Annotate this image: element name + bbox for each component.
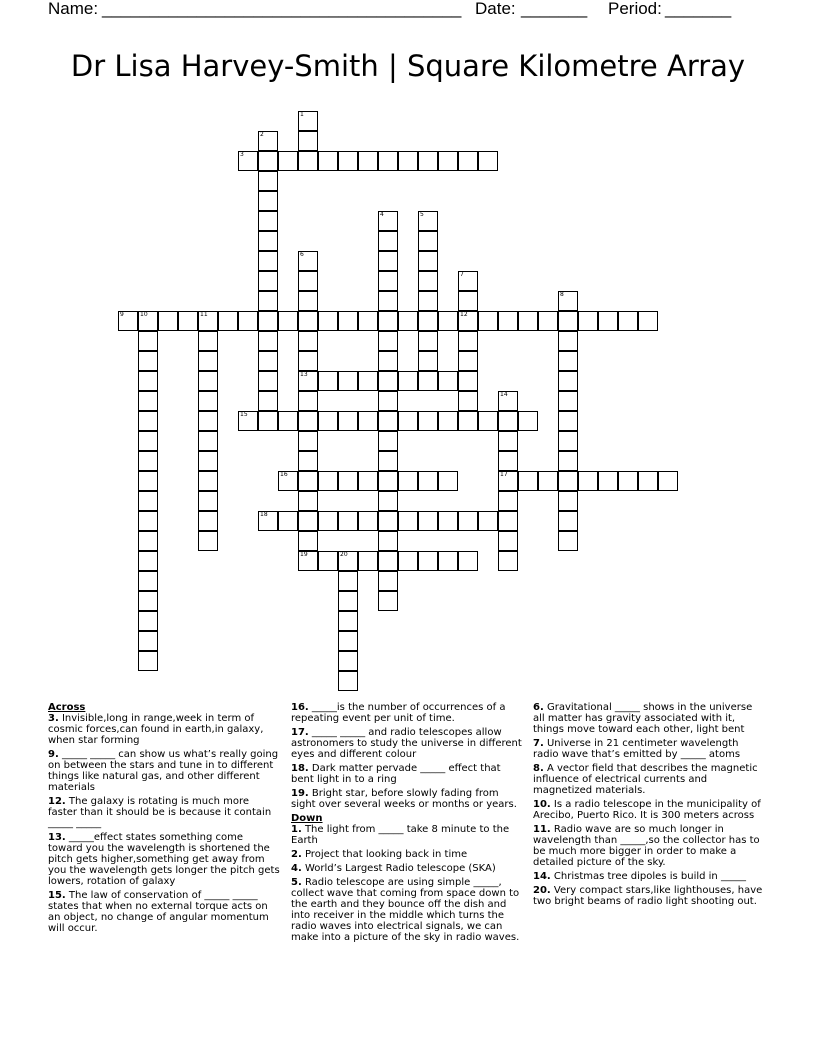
clue-number-label: 6 <box>300 251 304 258</box>
grid-cell[interactable] <box>438 151 458 171</box>
grid-cell[interactable] <box>458 371 478 391</box>
grid-cell[interactable] <box>378 291 398 311</box>
clue-text: Radio telescope are using simple _____, collect wave that coming from space down to the earth and they bounce off the dish and into receiver in the middle which turns the radio waves into electrical signals, we can make into a picture of the sky in radio waves. <box>291 877 520 943</box>
grid-cell[interactable] <box>298 311 318 331</box>
clue-item <box>48 890 280 934</box>
clue-number: 2. <box>291 849 302 860</box>
clue-number-label: 14 <box>500 391 508 398</box>
grid-cell[interactable] <box>298 491 318 511</box>
clue-number-label: 16 <box>280 471 288 478</box>
grid-cell[interactable] <box>378 231 398 251</box>
clue-number-label: 12 <box>460 311 468 318</box>
grid-cell[interactable] <box>558 311 578 331</box>
grid-cell[interactable] <box>338 471 358 491</box>
grid-cell[interactable] <box>278 311 298 331</box>
clue-number: 7. <box>533 738 544 749</box>
grid-cell[interactable] <box>458 391 478 411</box>
grid-cell[interactable] <box>498 531 518 551</box>
grid-cell[interactable] <box>258 171 278 191</box>
grid-cell[interactable] <box>398 411 418 431</box>
clue-number: 15. <box>48 890 66 901</box>
clue-item <box>291 849 523 860</box>
grid-cell[interactable] <box>298 451 318 471</box>
grid-cell[interactable] <box>418 151 438 171</box>
grid-cell[interactable] <box>138 511 158 531</box>
clue-number-label: 1 <box>300 111 304 118</box>
clue-number-label: 10 <box>140 311 148 318</box>
grid-cell[interactable] <box>358 471 378 491</box>
grid-cell[interactable] <box>418 411 438 431</box>
grid-cell[interactable] <box>498 551 518 571</box>
grid-cell[interactable] <box>298 131 318 151</box>
grid-cell[interactable] <box>558 471 578 491</box>
grid-cell[interactable] <box>558 351 578 371</box>
clue-number-label: 13 <box>300 371 308 378</box>
grid-cell[interactable] <box>138 531 158 551</box>
grid-cell[interactable] <box>338 651 358 671</box>
clue-text: The light from _____ take 8 minute to the Earth <box>291 824 510 846</box>
clue-item <box>291 702 523 724</box>
clue-number: 6. <box>533 702 544 713</box>
grid-cell[interactable] <box>418 311 438 331</box>
grid-cell[interactable] <box>298 151 318 171</box>
grid-cell[interactable] <box>198 351 218 371</box>
grid-cell[interactable] <box>198 511 218 531</box>
clue-number-label: 3 <box>240 151 244 158</box>
grid-cell[interactable] <box>398 151 418 171</box>
grid-cell[interactable] <box>138 471 158 491</box>
grid-cell[interactable] <box>558 371 578 391</box>
clue-number: 20. <box>533 885 551 896</box>
grid-cell[interactable] <box>138 331 158 351</box>
grid-cell[interactable] <box>438 371 458 391</box>
grid-cell[interactable] <box>258 251 278 271</box>
grid-cell[interactable] <box>638 311 658 331</box>
clue-item <box>533 799 765 821</box>
grid-cell[interactable] <box>338 311 358 331</box>
clue-number-label: 5 <box>420 211 424 218</box>
grid-cell[interactable] <box>318 511 338 531</box>
grid-cell[interactable] <box>598 471 618 491</box>
grid-cell[interactable] <box>498 511 518 531</box>
clue-item <box>48 832 280 887</box>
clue-number-label: 19 <box>300 551 308 558</box>
grid-cell[interactable] <box>358 511 378 531</box>
grid-cell[interactable] <box>298 411 318 431</box>
grid-cell[interactable] <box>338 371 358 391</box>
grid-cell[interactable] <box>138 651 158 671</box>
grid-cell[interactable] <box>558 411 578 431</box>
clue-number-label: 18 <box>260 511 268 518</box>
grid-cell[interactable] <box>358 551 378 571</box>
grid-cell[interactable] <box>138 631 158 651</box>
grid-cell[interactable] <box>378 531 398 551</box>
clue-item <box>291 727 523 760</box>
grid-cell[interactable] <box>258 271 278 291</box>
grid-cell[interactable] <box>258 291 278 311</box>
grid-cell[interactable] <box>338 571 358 591</box>
grid-cell[interactable] <box>138 431 158 451</box>
grid-cell[interactable] <box>378 251 398 271</box>
grid-cell[interactable] <box>558 511 578 531</box>
grid-cell[interactable] <box>458 511 478 531</box>
grid-cell[interactable] <box>438 551 458 571</box>
grid-cell[interactable] <box>418 291 438 311</box>
clue-item <box>533 824 765 868</box>
down-clue-list <box>291 824 523 943</box>
clue-number: 4. <box>291 863 302 874</box>
down-clue-list <box>533 702 765 907</box>
grid-cell[interactable] <box>498 451 518 471</box>
grid-cell[interactable] <box>318 311 338 331</box>
grid-cell[interactable] <box>138 491 158 511</box>
grid-cell[interactable] <box>538 311 558 331</box>
grid-cell[interactable] <box>438 511 458 531</box>
clues-column-1 <box>48 702 280 937</box>
grid-cell[interactable] <box>558 391 578 411</box>
grid-cell[interactable] <box>338 591 358 611</box>
grid-cell[interactable] <box>318 371 338 391</box>
date-label: Date: <box>475 0 516 18</box>
grid-cell[interactable] <box>398 471 418 491</box>
clue-text: World’s Largest Radio telescope (SKA) <box>304 863 496 874</box>
grid-cell[interactable] <box>298 471 318 491</box>
grid-cell[interactable] <box>438 411 458 431</box>
grid-cell[interactable] <box>378 511 398 531</box>
grid-cell[interactable] <box>378 491 398 511</box>
clue-number: 8. <box>533 763 544 774</box>
grid-cell[interactable] <box>298 351 318 371</box>
grid-cell[interactable] <box>378 431 398 451</box>
clue-text: A vector field that describes the magnetic influence of electrical currents and magnetized materials. <box>533 763 758 796</box>
grid-cell[interactable] <box>458 291 478 311</box>
grid-cell[interactable] <box>378 391 398 411</box>
grid-cell[interactable] <box>578 311 598 331</box>
grid-cell[interactable] <box>258 331 278 351</box>
grid-cell[interactable] <box>438 311 458 331</box>
grid-cell[interactable] <box>138 391 158 411</box>
clue-text: _____ _____ can show us what’s really going on between the stars and tune in to different things like natural gas, and other different materials <box>48 749 279 793</box>
clue-text: Bright star, before slowly fading from sight over several weeks or months or years. <box>291 788 517 810</box>
grid-cell[interactable] <box>418 511 438 531</box>
grid-cell[interactable] <box>558 431 578 451</box>
clue-number: 14. <box>533 871 551 882</box>
clue-number-label: 17 <box>500 471 508 478</box>
grid-cell[interactable] <box>598 311 618 331</box>
clue-item <box>48 796 280 829</box>
grid-cell[interactable] <box>258 391 278 411</box>
grid-cell[interactable] <box>458 331 478 351</box>
grid-cell[interactable] <box>378 411 398 431</box>
grid-cell[interactable] <box>258 411 278 431</box>
grid-cell[interactable] <box>298 511 318 531</box>
grid-cell[interactable] <box>338 631 358 651</box>
page-title: Dr Lisa Harvey-Smith | Square Kilometre Array <box>70 49 746 83</box>
grid-cell[interactable] <box>518 471 538 491</box>
grid-cell[interactable] <box>558 531 578 551</box>
grid-cell[interactable] <box>478 311 498 331</box>
clue-item <box>533 871 765 882</box>
grid-cell[interactable] <box>138 451 158 471</box>
grid-cell[interactable] <box>498 311 518 331</box>
grid-cell[interactable] <box>298 391 318 411</box>
clue-number: 19. <box>291 788 309 799</box>
clue-number-label: 20 <box>340 551 348 558</box>
grid-cell[interactable] <box>498 431 518 451</box>
grid-cell[interactable] <box>558 491 578 511</box>
clue-number-label: 2 <box>260 131 264 138</box>
grid-cell[interactable] <box>378 271 398 291</box>
grid-cell[interactable] <box>618 311 638 331</box>
grid-cell[interactable] <box>358 411 378 431</box>
grid-cell[interactable] <box>458 411 478 431</box>
grid-cell[interactable] <box>478 411 498 431</box>
clue-text: Christmas tree dipoles is build in _____ <box>553 871 746 882</box>
clue-text: _____ _____ and radio telescopes allow astronomers to study the universe in different eyes and different colour <box>291 727 522 760</box>
grid-cell[interactable] <box>198 431 218 451</box>
grid-cell[interactable] <box>198 371 218 391</box>
clue-item <box>533 702 765 735</box>
clue-number-label: 4 <box>380 211 384 218</box>
date-line: _______ <box>521 0 588 18</box>
grid-cell[interactable] <box>378 371 398 391</box>
clue-text: Invisible,long in range,week in term of cosmic forces,can found in earth,in galaxy, when star forming <box>48 713 264 746</box>
grid-cell[interactable] <box>198 451 218 471</box>
grid-cell[interactable] <box>418 471 438 491</box>
clue-item <box>533 763 765 796</box>
grid-cell[interactable] <box>378 311 398 331</box>
grid-cell[interactable] <box>218 311 238 331</box>
clue-number: 9. <box>48 749 59 760</box>
grid-cell[interactable] <box>278 151 298 171</box>
grid-cell[interactable] <box>198 391 218 411</box>
grid-cell[interactable] <box>638 471 658 491</box>
grid-cell[interactable] <box>498 411 518 431</box>
clue-text: Dark matter pervade _____ effect that bent light in to a ring <box>291 763 501 785</box>
clue-number: 17. <box>291 727 309 738</box>
grid-cell[interactable] <box>158 311 178 331</box>
grid-cell[interactable] <box>258 191 278 211</box>
grid-cell[interactable] <box>298 531 318 551</box>
grid-cell[interactable] <box>258 351 278 371</box>
grid-cell[interactable] <box>318 411 338 431</box>
grid-cell[interactable] <box>378 331 398 351</box>
grid-cell[interactable] <box>198 411 218 431</box>
clue-text: Universe in 21 centimeter wavelength radio wave that’s emitted by _____ atoms <box>533 738 741 760</box>
grid-cell[interactable] <box>138 591 158 611</box>
clue-item <box>533 738 765 760</box>
clue-item <box>48 713 280 746</box>
name-label: Name: <box>48 0 99 18</box>
clue-text: Project that looking back in time <box>304 849 468 860</box>
clue-number: 16. <box>291 702 309 713</box>
grid-cell[interactable] <box>298 271 318 291</box>
clue-text: _____is the number of occurrences of a repeating event per unit of time. <box>291 702 506 724</box>
grid-cell[interactable] <box>418 231 438 251</box>
grid-cell[interactable] <box>278 511 298 531</box>
grid-cell[interactable] <box>378 591 398 611</box>
grid-cell[interactable] <box>138 551 158 571</box>
clues-column-3 <box>533 702 765 910</box>
grid-cell[interactable] <box>618 471 638 491</box>
clue-item <box>291 763 523 785</box>
clue-item <box>48 749 280 793</box>
grid-cell[interactable] <box>398 511 418 531</box>
grid-cell[interactable] <box>298 291 318 311</box>
clue-number: 10. <box>533 799 551 810</box>
clue-item <box>291 824 523 846</box>
clue-text: Very compact stars,like lighthouses, have two bright beams of radio light shooting out. <box>533 885 763 907</box>
grid-cell[interactable] <box>358 151 378 171</box>
grid-cell[interactable] <box>418 251 438 271</box>
grid-cell[interactable] <box>418 351 438 371</box>
grid-cell[interactable] <box>198 531 218 551</box>
clue-number: 1. <box>291 824 302 835</box>
clue-number-label: 7 <box>460 271 464 278</box>
clue-number-label: 15 <box>240 411 248 418</box>
grid-cell[interactable] <box>138 351 158 371</box>
period-label: Period: <box>608 0 662 18</box>
grid-cell[interactable] <box>318 471 338 491</box>
grid-cell[interactable] <box>458 151 478 171</box>
grid-cell[interactable] <box>558 331 578 351</box>
grid-cell[interactable] <box>338 411 358 431</box>
clue-item <box>291 863 523 874</box>
grid-cell[interactable] <box>418 551 438 571</box>
clue-item <box>291 788 523 810</box>
name-line: ______________________________________ <box>102 0 462 18</box>
grid-cell[interactable] <box>658 471 678 491</box>
grid-cell[interactable] <box>358 371 378 391</box>
grid-cell[interactable] <box>418 371 438 391</box>
grid-cell[interactable] <box>378 451 398 471</box>
grid-cell[interactable] <box>198 491 218 511</box>
grid-cell[interactable] <box>138 371 158 391</box>
clue-number-label: 9 <box>120 311 124 318</box>
grid-cell[interactable] <box>198 331 218 351</box>
grid-cell[interactable] <box>538 471 558 491</box>
grid-cell[interactable] <box>138 571 158 591</box>
grid-cell[interactable] <box>458 551 478 571</box>
grid-cell[interactable] <box>258 151 278 171</box>
grid-cell[interactable] <box>398 551 418 571</box>
clue-number: 12. <box>48 796 66 807</box>
grid-cell[interactable] <box>398 311 418 331</box>
grid-cell[interactable] <box>438 471 458 491</box>
grid-cell[interactable] <box>298 331 318 351</box>
clue-number: 18. <box>291 763 309 774</box>
clue-text: Is a radio telescope in the municipality of Arecibo, Puerto Rico. It is 300 meters across <box>533 799 761 821</box>
grid-cell[interactable] <box>178 311 198 331</box>
clue-text: Gravitational _____ shows in the universe all matter has gravity associated with it, things move toward each other, light bent <box>533 702 753 735</box>
clue-text: Radio wave are so much longer in wavelength than _____,so the collector has to be much more bigger in order to make a detailed picture of the sky. <box>533 824 760 868</box>
grid-cell[interactable] <box>278 411 298 431</box>
grid-cell[interactable] <box>378 351 398 371</box>
clue-number-label: 8 <box>560 291 564 298</box>
grid-cell[interactable] <box>518 311 538 331</box>
clue-number: 3. <box>48 713 59 724</box>
grid-cell[interactable] <box>138 411 158 431</box>
grid-cell[interactable] <box>258 211 278 231</box>
grid-cell[interactable] <box>378 471 398 491</box>
grid-cell[interactable] <box>498 491 518 511</box>
clue-number: 13. <box>48 832 66 843</box>
grid-cell[interactable] <box>238 311 258 331</box>
grid-cell[interactable] <box>298 431 318 451</box>
clue-text: The law of conservation of _____ _____ states that when no external torque acts on an object, no change of angular momentum will occur. <box>48 890 269 934</box>
grid-cell[interactable] <box>518 411 538 431</box>
grid-cell[interactable] <box>258 231 278 251</box>
grid-cell[interactable] <box>198 471 218 491</box>
across-heading: Across <box>48 702 86 713</box>
grid-cell[interactable] <box>418 271 438 291</box>
clue-number: 5. <box>291 877 302 888</box>
grid-cell[interactable] <box>358 311 378 331</box>
grid-cell[interactable] <box>558 451 578 471</box>
down-heading: Down <box>291 813 323 824</box>
grid-cell[interactable] <box>418 331 438 351</box>
grid-cell[interactable] <box>338 151 358 171</box>
clue-item <box>291 877 523 943</box>
grid-cell[interactable] <box>338 511 358 531</box>
grid-cell[interactable] <box>318 551 338 571</box>
grid-cell[interactable] <box>258 371 278 391</box>
clue-text: _____effect states something come toward you the wavelength is shortened the pitch gets higher,something get away from you the wavelength gets longer the pitch gets lowers, rotation of galaxy <box>48 832 280 887</box>
clues-column-2 <box>291 702 523 946</box>
grid-cell[interactable] <box>458 351 478 371</box>
clue-number-label: 11 <box>200 311 208 318</box>
grid-cell[interactable] <box>318 151 338 171</box>
grid-cell[interactable] <box>138 611 158 631</box>
grid-cell[interactable] <box>378 551 398 571</box>
clue-text: The galaxy is rotating is much more faster than it should be is because it contain _____ _____ <box>48 796 272 829</box>
grid-cell[interactable] <box>338 671 358 691</box>
clue-item <box>533 885 765 907</box>
grid-cell[interactable] <box>378 571 398 591</box>
grid-cell[interactable] <box>378 151 398 171</box>
grid-cell[interactable] <box>478 151 498 171</box>
grid-cell[interactable] <box>398 371 418 391</box>
grid-cell[interactable] <box>478 511 498 531</box>
across-clue-list <box>291 702 523 810</box>
grid-cell[interactable] <box>578 471 598 491</box>
period-line: _______ <box>665 0 732 18</box>
grid-cell[interactable] <box>258 311 278 331</box>
clue-number: 11. <box>533 824 551 835</box>
across-clue-list <box>48 713 280 934</box>
grid-cell[interactable] <box>338 611 358 631</box>
